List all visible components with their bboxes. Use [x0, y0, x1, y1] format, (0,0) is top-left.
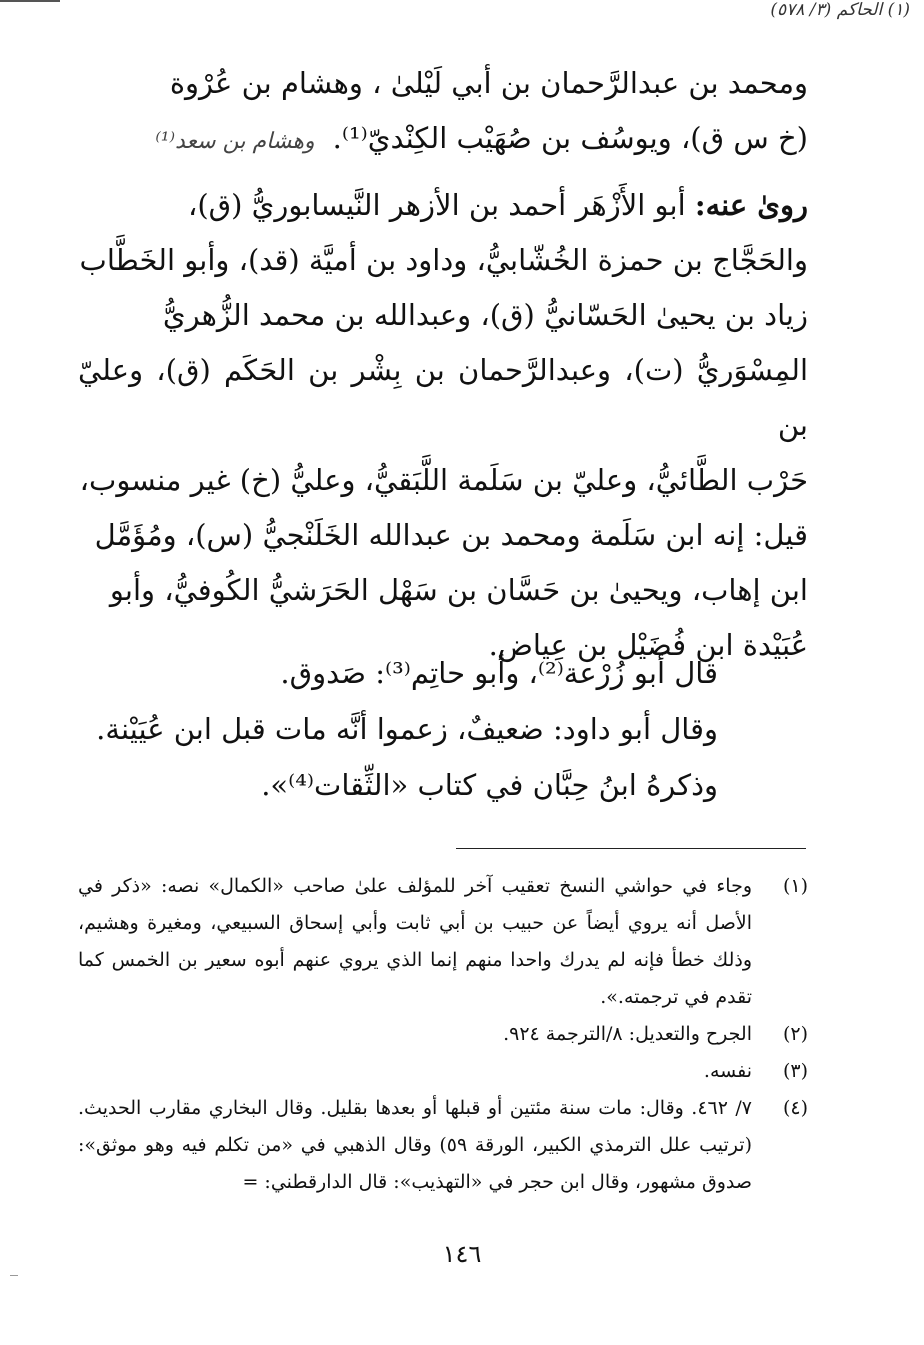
intro-line — [78, 111, 808, 169]
narrators-line: والحَجَّاج بن حمزة الخُشّابيُّ، وداود بن أميَّة (قد)، وأبو الخَطَّاب — [79, 243, 808, 277]
narrators-line: عُبَيْدة ابن فُضَيْل بن عِياض. — [488, 628, 808, 662]
margin-tick — [10, 1275, 18, 1276]
narrators-line: ابن إهاب، ويحيىٰ بن حَسَّان بن سَهْل الحَرَشيُّ الكُوفيُّ، وأبو — [109, 573, 808, 607]
narrators-line: المِسْوَريُّ (ت)، وعبدالرَّحمان بن بِشْر بن الحَكَم (ق)، وعليّ بن — [78, 353, 808, 442]
footnotes — [78, 868, 808, 1201]
quote-line: وقال أبو داود: ضعيفٌ، زعموا أنَّه مات قبل ابن عُيَيْنة. — [96, 712, 718, 746]
header-marginal-note: (١) الحاكم (٣/ ٥٧٨) — [770, 0, 910, 20]
footnote — [78, 1053, 808, 1090]
page-number: ١٤٦ — [442, 1240, 482, 1268]
narrators-line: حَرْب الطَّائيُّ، وعليّ بن سَلَمة اللَّبَقيُّ، وعليُّ (خ) غير منسوب، — [79, 463, 808, 497]
handwritten-margin-note: وهشام بن سعد⁽¹⁾ — [155, 129, 315, 154]
narrators-line: قيل: إنه ابن سَلَمة ومحمد بن عبدالله الخَلَنْجيُّ (س)، ومُؤَمَّل — [94, 518, 808, 552]
narrators-line: زياد بن يحيىٰ الحَسّانيُّ (ق)، وعبدالله بن محمد الزُّهريُّ — [162, 298, 808, 332]
footnote-number: (١) — [782, 875, 808, 897]
footnote — [78, 1016, 808, 1053]
narrators-line-text: أبو الأَزْهَر أحمد بن الأزهر النَّيسابوريُّ (ق)، — [187, 188, 686, 222]
top-edge-mark — [0, 0, 60, 8]
narrators-label: روىٰ عنه: — [694, 188, 808, 222]
footnote-text: نفسه. — [703, 1060, 752, 1082]
footnote-separator — [456, 848, 806, 849]
footnote-number: (٣) — [782, 1060, 808, 1082]
intro-paragraph — [78, 56, 808, 169]
quote-line: وذكرهُ ابنُ حِبَّان في كتاب «الثِّقات⁽⁴⁾». — [261, 768, 718, 802]
footnote-text: ٧/ ٤٦٢. وقال: مات سنة مئتين أو قبلها أو بعدها بقليل. وقال البخاري مقارب الحديث. (ترتيب علل الترمذي الكبير، الورقة ٥٩) وقال الذهبي في «من تكلم فيه وهو موثق»: صدوق مشهور، وقال ابن حجر في «التهذيب»: قال الدارقطني: = — [78, 1097, 752, 1193]
narrators-paragraph — [78, 178, 808, 673]
footnote-text: وجاء في حواشي النسخ تعقيب آخر للمؤلف علىٰ صاحب «الكمال» نصه: «ذكر في الأصل أنه يروي أيضاً عن حبيب بن أبي ثابت وأبي إسحاق السبيعي، ومغيرة وهشيم، وذلك خطأ فإنه لم يدرك واحدا منهم إنما الذي يروي عنهم أبوه سعير بن الخمس كما تقدم في ترجمته.». — [78, 875, 752, 1008]
intro-line: ومحمد بن عبدالرَّحمان بن أبي لَيْلىٰ ، وهشام بن عُرْوة — [169, 66, 808, 100]
intro-line-text: (خ س ق)، ويوسُف بن صُهَيْب الكِنْديّ⁽¹⁾. — [332, 121, 808, 155]
narrators-line — [78, 178, 808, 233]
critics-quotes — [78, 645, 718, 813]
footnote — [78, 1090, 808, 1201]
footnote-text: الجرح والتعديل: ٨/الترجمة ٩٢٤. — [503, 1023, 752, 1045]
footnote-number: (٢) — [782, 1023, 808, 1045]
footnote — [78, 868, 808, 1016]
quote-line: قال أبو زُرْعة⁽²⁾، وأبو حاتِم⁽³⁾: صَدوق. — [280, 656, 718, 690]
footnote-number: (٤) — [782, 1097, 808, 1119]
